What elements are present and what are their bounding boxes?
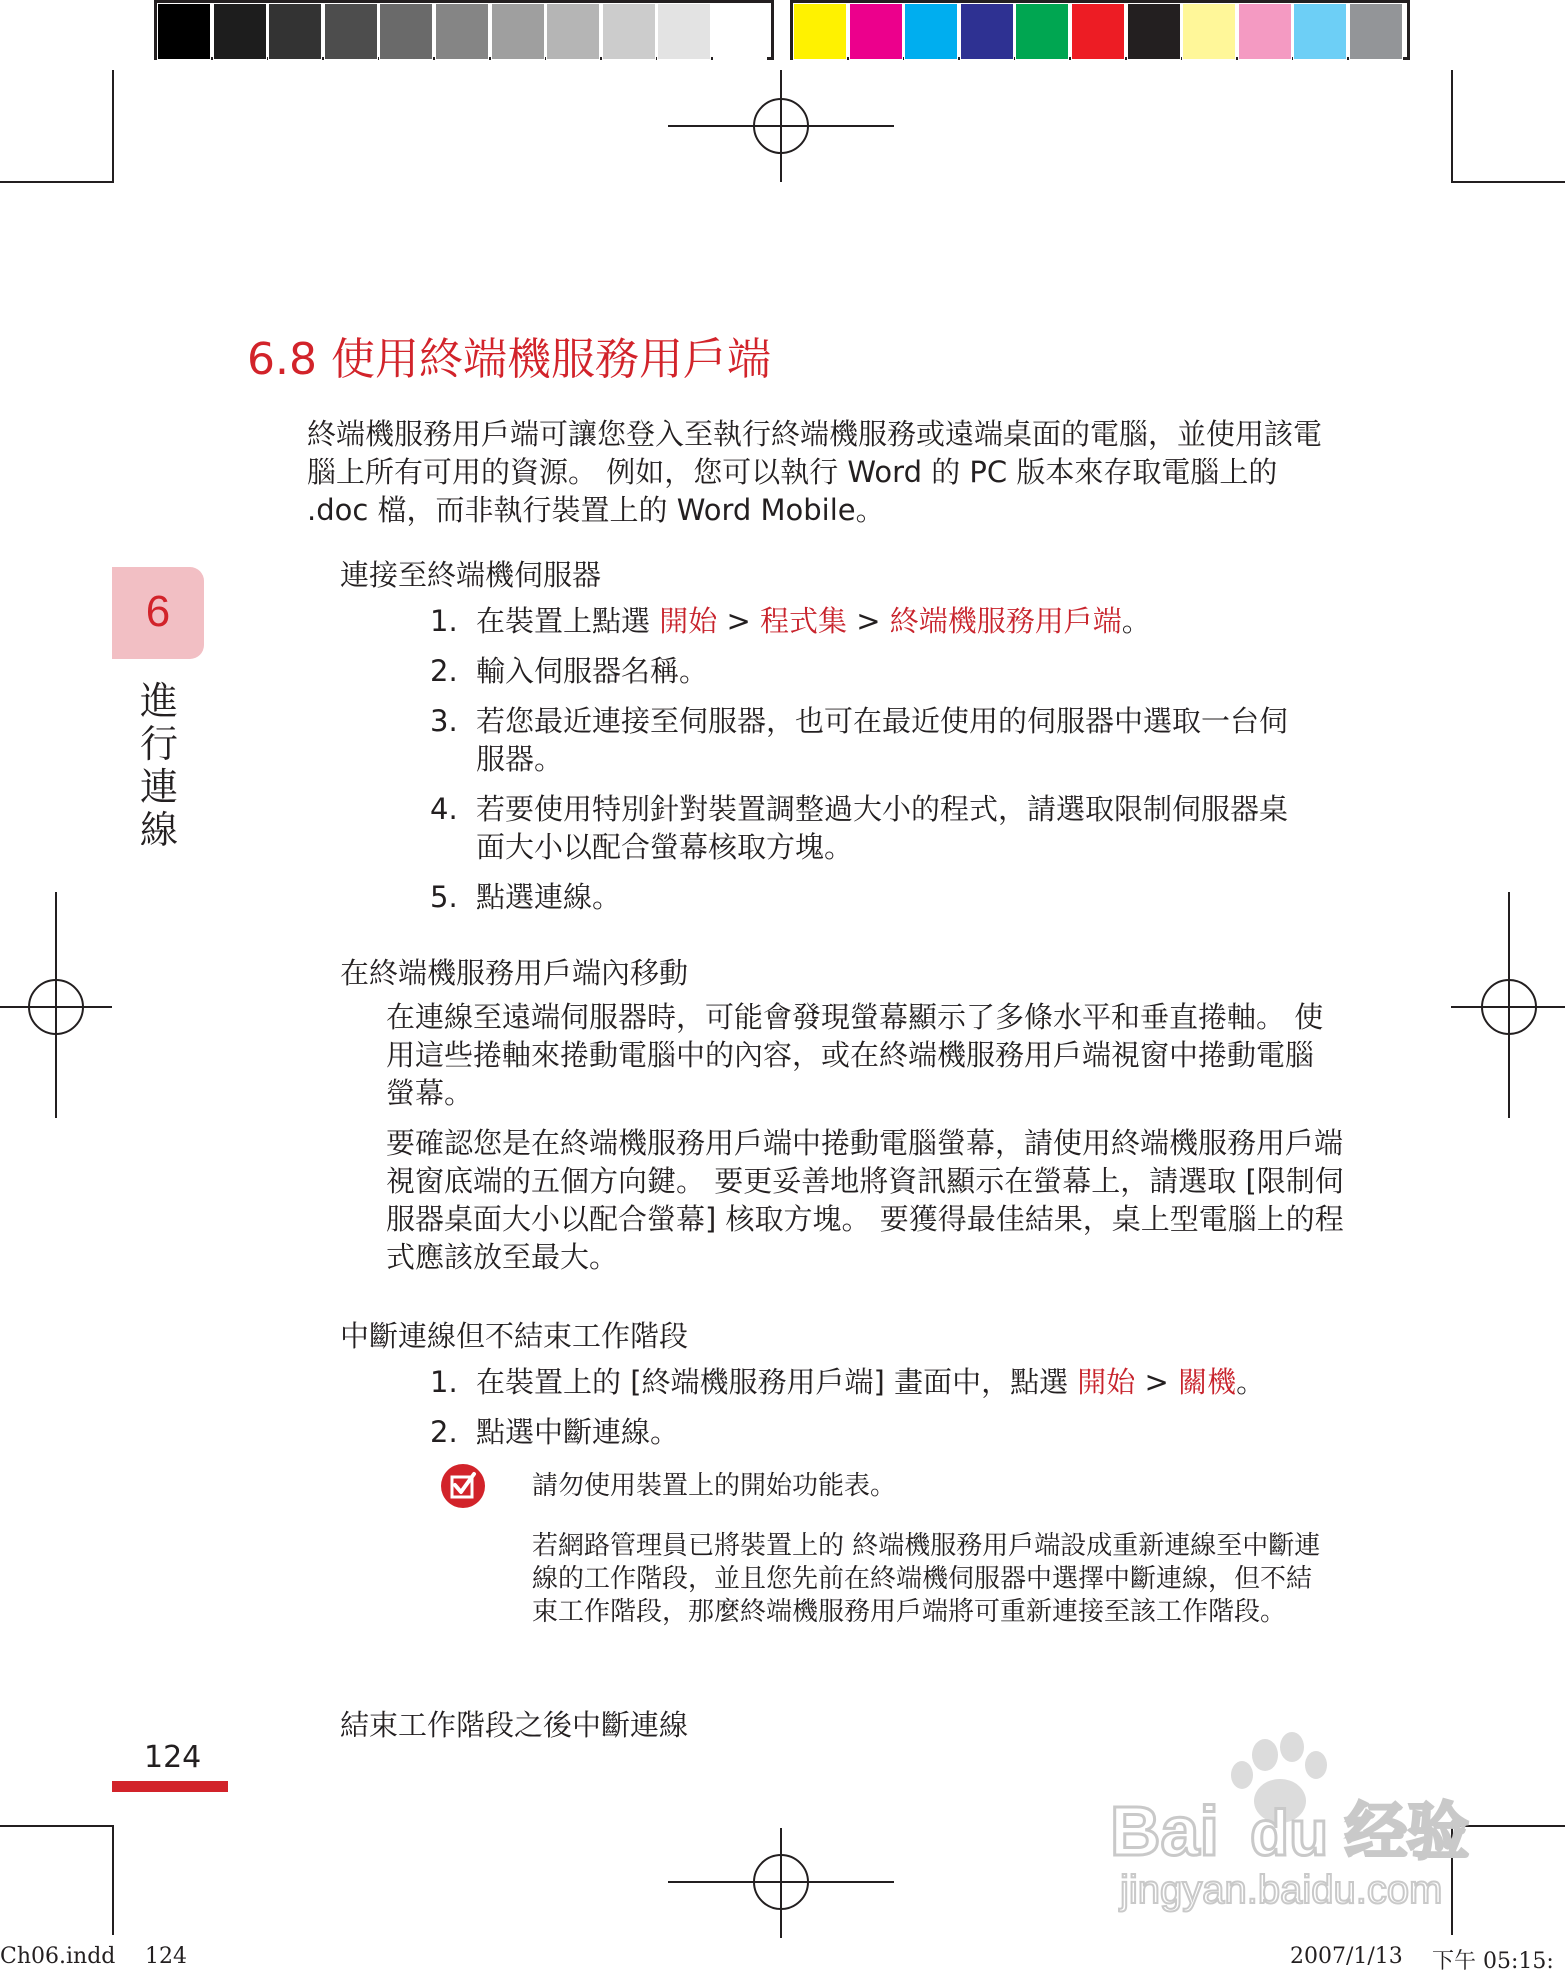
slug-file: Ch06.indd	[0, 1944, 116, 1969]
step-text: 在裝置上點選 開始 > 程式集 > 終端機服務用戶端。	[476, 604, 1151, 638]
gray-swatch	[491, 3, 545, 60]
menu-link-start: 開始	[659, 604, 718, 638]
gray-swatch	[324, 3, 378, 60]
gray-scale-bar	[154, 0, 774, 60]
move-paragraph-1: 在連線至遠端伺服器時，可能會發現螢幕顯示了多條水平和垂直捲軸。 使用這些捲軸來捲動電腦中的內容，或在終端機服務用戶端視窗中捲動電腦螢幕。	[386, 1000, 1324, 1110]
gray-swatch	[435, 3, 489, 60]
step-number: 2.	[430, 654, 458, 688]
end-session-heading: 結束工作階段之後中斷連線	[340, 1708, 689, 1742]
step-text: 點選中斷連線。	[476, 1415, 680, 1449]
step-number: 1.	[430, 604, 458, 638]
watermark-suffix: 经验	[1345, 1795, 1470, 1868]
gray-swatch	[268, 3, 322, 60]
step-text: 若要使用特別針對裝置調整過大小的程式，請選取限制伺服器桌面大小以配合螢幕核取方塊。	[476, 792, 1289, 864]
step-text: 在裝置上的 [終端機服務用戶端] 畫面中，點選 開始 > 關機。	[476, 1365, 1266, 1399]
disconnect-heading: 中斷連線但不結束工作階段	[340, 1319, 689, 1353]
step-number: 3.	[430, 704, 458, 738]
menu-link-shutdown: 關機	[1178, 1365, 1237, 1399]
color-swatch	[1015, 3, 1069, 60]
list-item	[430, 602, 1330, 642]
color-scale-bar	[790, 0, 1410, 60]
crop-mark	[1451, 181, 1565, 183]
step-text: 點選連線。	[476, 880, 622, 914]
section-title: 6.8 使用終端機服務用戶端	[247, 334, 771, 385]
note-text-2: 若網路管理員已將裝置上的 終端機服務用戶端設成重新連線至中斷連線的工作階段，並且您先前在終端機伺服器中選擇中斷連線，但不結束工作階段，那麼終端機服務用戶端將可重新連接至該工作階段。	[532, 1531, 1321, 1627]
color-swatch	[1293, 3, 1347, 60]
note-text-1: 請勿使用裝置上的開始功能表。	[532, 1471, 897, 1501]
step-number: 4.	[430, 792, 458, 826]
chapter-label: 進行連線	[139, 679, 178, 852]
list-item	[430, 652, 1330, 692]
gray-swatch	[157, 3, 211, 60]
watermark-brand-du: du	[1250, 1797, 1329, 1869]
menu-link-programs: 程式集	[759, 604, 847, 638]
color-swatch	[1182, 3, 1236, 60]
slug-date: 2007/1/13	[1290, 1944, 1403, 1969]
color-swatch	[1238, 3, 1292, 60]
gray-swatch	[602, 3, 656, 60]
crop-mark	[1451, 70, 1453, 183]
note-checkbox-icon	[440, 1463, 486, 1509]
step-text: 輸入伺服器名稱。	[476, 654, 709, 688]
list-item	[430, 790, 1330, 870]
slug-page: 124	[145, 1944, 187, 1969]
page-number: 124	[144, 1740, 202, 1775]
slug-time: 下午 05:15:	[1432, 1949, 1554, 1974]
gray-swatch	[213, 3, 267, 60]
color-swatch	[1071, 3, 1125, 60]
color-swatch	[849, 3, 903, 60]
baidu-watermark	[1100, 1725, 1520, 1935]
step-number: 2.	[430, 1415, 458, 1449]
move-heading: 在終端機服務用戶端內移動	[340, 956, 689, 990]
list-item	[430, 1363, 1330, 1403]
color-swatch	[1127, 3, 1181, 60]
move-paragraph-2: 要確認您是在終端機服務用戶端中捲動電腦螢幕，請使用終端機服務用戶端視窗底端的五個方向鍵。 要更妥善地將資訊顯示在螢幕上，請選取 [限制伺服器桌面大小以配合螢幕] 核取方塊。 要獲得最佳結果，桌上型電腦上的程式應該放至最大。	[386, 1126, 1344, 1274]
color-swatch	[793, 3, 847, 60]
crop-mark	[112, 70, 114, 183]
list-item	[430, 702, 1330, 782]
color-swatch	[1349, 3, 1403, 60]
chapter-tab	[112, 567, 204, 659]
gray-swatch	[657, 3, 711, 60]
step-text: 若您最近連接至伺服器，也可在最近使用的伺服器中選取一台伺服器。	[476, 704, 1289, 776]
list-item	[430, 1413, 1330, 1453]
intro-paragraph: 終端機服務用戶端可讓您登入至執行終端機服務或遠端桌面的電腦，並使用該電腦上所有可用的資源。 例如，您可以執行 Word 的 PC 版本來存取電腦上的 .doc 檔，而非執行裝置上的 Word Mobile。	[307, 417, 1323, 527]
step-number: 5.	[430, 880, 458, 914]
list-item	[430, 878, 1330, 918]
step-number: 1.	[430, 1365, 458, 1399]
crop-mark	[0, 181, 113, 183]
page-number-bar	[112, 1781, 228, 1792]
color-swatch	[904, 3, 958, 60]
crop-mark	[112, 1825, 114, 1935]
connect-heading: 連接至終端機伺服器	[340, 558, 602, 592]
crop-mark	[0, 1825, 113, 1827]
watermark-brand: Bai	[1110, 1792, 1219, 1870]
gray-swatch	[379, 3, 433, 60]
watermark-url: jingyan.baidu.com	[1120, 1868, 1443, 1912]
menu-link-terminal-services: 終端機服務用戶端	[889, 604, 1122, 638]
gray-swatch	[546, 3, 600, 60]
menu-link-start: 開始	[1077, 1365, 1136, 1399]
color-swatch	[960, 3, 1014, 60]
gray-swatch	[713, 3, 767, 60]
chapter-number: 6	[145, 587, 171, 636]
